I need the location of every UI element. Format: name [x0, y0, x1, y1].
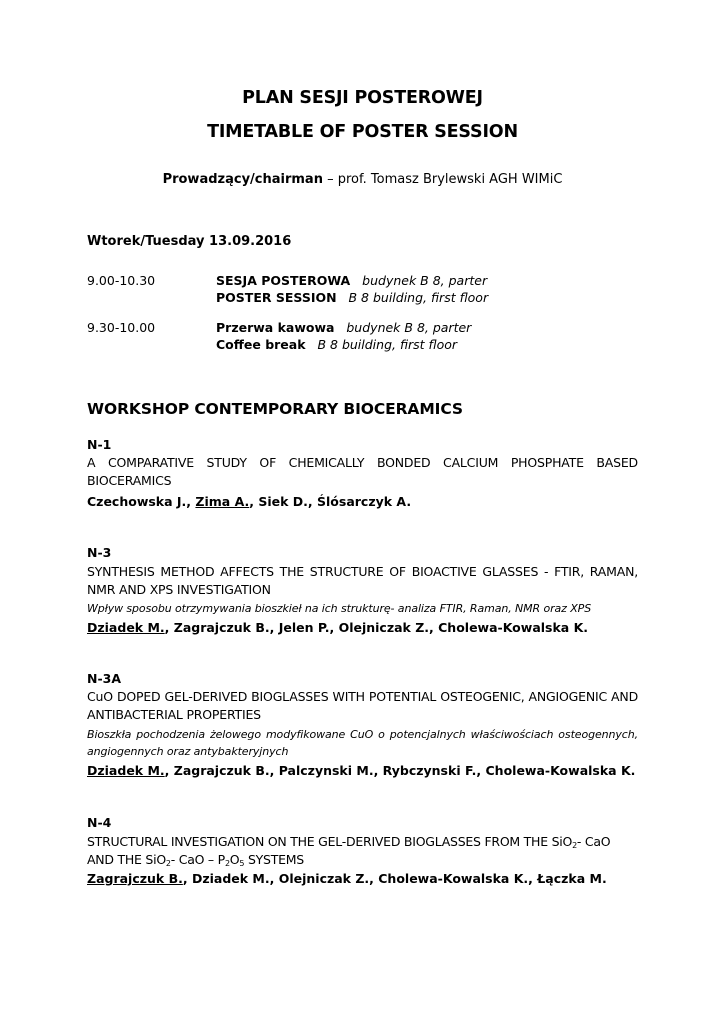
title-part: AND THE SiO	[87, 852, 166, 867]
day-heading: Wtorek/Tuesday 13.09.2016	[87, 234, 292, 249]
presenting-author: Zima A.	[195, 494, 250, 509]
chairman-name: prof. Tomasz Brylewski AGH WIMiC	[337, 172, 563, 187]
schedule-event-en	[216, 290, 488, 305]
poster-authors	[87, 871, 607, 886]
poster-authors	[87, 494, 411, 509]
presenting-author: Dziadek M.	[87, 620, 165, 635]
authors-after: , Zagrajczuk B., Jelen P., Olejniczak Z., Cholewa-Kowalska K.	[164, 620, 589, 635]
title-part: - CaO – P	[170, 852, 225, 867]
title-part: STRUCTURAL INVESTIGATION ON THE GEL-DERIVED BIOGLASSES FROM THE SiO	[87, 834, 573, 849]
schedule-event-pl	[216, 320, 471, 335]
authors-after: , Dziadek M., Olejniczak Z., Cholewa-Kowalska K., Łączka M.	[182, 871, 607, 886]
title-polish: PLAN SESJI POSTEROWEJ	[242, 88, 483, 108]
subscript: 5	[239, 859, 245, 868]
schedule-time: 9.00-10.30	[87, 273, 156, 288]
title-part: O	[229, 852, 240, 867]
chairman-separator: –	[322, 172, 338, 187]
poster-code: N-1	[87, 437, 112, 452]
poster-title: CuO DOPED GEL-DERIVED BIOGLASSES WITH POTENTIAL OSTEOGENIC, ANGIOGENIC AND ANTIBACTERIAL PROPERTIES	[87, 689, 638, 722]
event-name: SESJA POSTEROWA	[216, 273, 351, 288]
poster-code: N-4	[87, 815, 112, 830]
title-part: - CaO	[576, 834, 611, 849]
poster-title-polish: Wpływ sposobu otrzymywania bioszkieł na ich strukturę- analiza FTIR, Raman, NMR oraz XPS	[87, 602, 592, 615]
workshop-heading: WORKSHOP CONTEMPORARY BIOCERAMICS	[87, 400, 463, 418]
poster-code: N-3A	[87, 671, 122, 686]
poster-title	[87, 833, 638, 869]
poster-authors	[87, 763, 635, 778]
event-place: B 8 building, first floor	[317, 337, 458, 352]
event-name: Przerwa kawowa	[216, 320, 335, 335]
subscript: 2	[572, 841, 577, 850]
presenting-author: Zagrajczuk B.	[87, 871, 183, 886]
schedule-event-en	[216, 337, 457, 352]
subscript: 2	[224, 859, 230, 868]
event-place: budynek B 8, parter	[346, 320, 472, 335]
poster-title-polish: Bioszkła pochodzenia żelowego modyfikowane CuO o potencjalnych właściwościach osteogennych, angiogennych oraz antybakteryjnych	[87, 728, 638, 758]
title-part: SYSTEMS	[244, 852, 304, 867]
authors-after: , Zagrajczuk B., Palczynski M., Rybczynski F., Cholewa-Kowalska K.	[164, 763, 636, 778]
authors-before: Czechowska J.,	[87, 494, 196, 509]
poster-title: SYNTHESIS METHOD AFFECTS THE STRUCTURE OF BIOACTIVE GLASSES - FTIR, RAMAN, NMR AND XPS INVESTIGATION	[87, 564, 638, 597]
chairman-line	[0, 172, 725, 187]
schedule-event-pl	[216, 273, 487, 288]
presenting-author: Dziadek M.	[87, 763, 165, 778]
event-name: POSTER SESSION	[216, 290, 337, 305]
chairman-label: Prowadzący/chairman	[162, 172, 323, 187]
subscript: 2	[165, 859, 171, 868]
authors-after: , Siek D., Ślósarczyk A.	[249, 494, 412, 509]
poster-title: A COMPARATIVE STUDY OF CHEMICALLY BONDED CALCIUM PHOSPHATE BASED BIOCERAMICS	[87, 455, 638, 488]
event-name: Coffee break	[216, 337, 306, 352]
poster-authors	[87, 620, 588, 635]
title-english: TIMETABLE OF POSTER SESSION	[207, 122, 518, 142]
schedule-time: 9.30-10.00	[87, 320, 156, 335]
event-place: budynek B 8, parter	[362, 273, 488, 288]
event-place: B 8 building, first floor	[348, 290, 489, 305]
poster-code: N-3	[87, 545, 112, 560]
